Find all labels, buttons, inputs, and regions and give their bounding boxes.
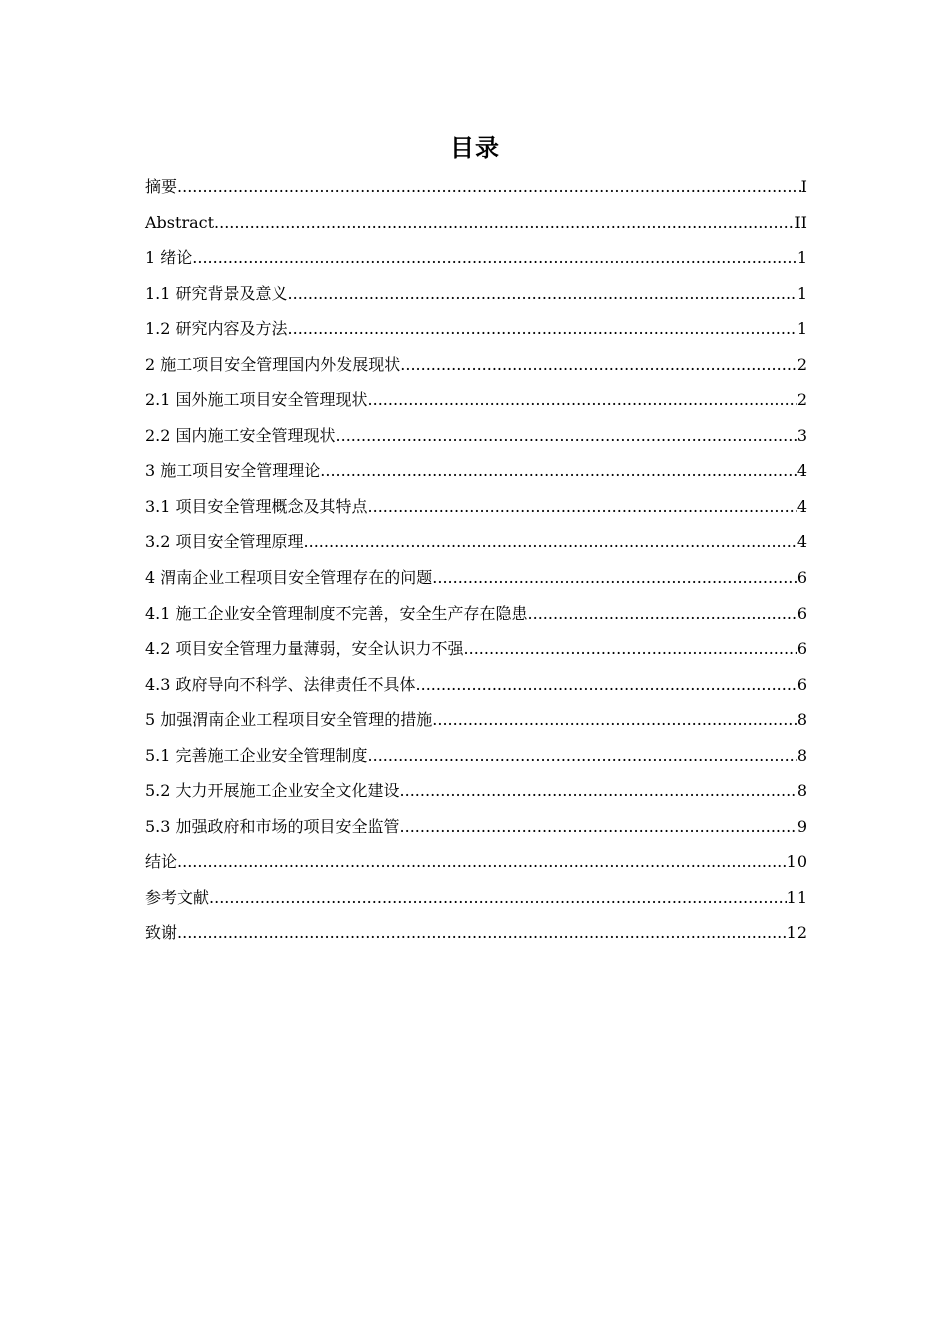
- toc-entry[interactable]: [145, 382, 807, 418]
- toc-leader-dots: [177, 915, 787, 951]
- toc-entry[interactable]: [145, 738, 807, 774]
- toc-entry-page: 1: [796, 248, 807, 268]
- toc-entry-page: 3: [796, 425, 807, 445]
- toc-entry-page: 1: [796, 283, 807, 303]
- toc-entry[interactable]: [145, 347, 807, 383]
- toc-entry-page: 6: [796, 639, 807, 659]
- toc-entry-text: 结论: [145, 852, 178, 872]
- toc-entry-text: 摘要: [145, 177, 178, 196]
- toc-leader-dots: [432, 702, 797, 738]
- toc-entry-page: 8: [796, 745, 807, 765]
- toc-entry-text: 参考文献: [145, 887, 210, 907]
- toc-entry-text: 2.2 国内施工安全管理现状: [145, 425, 336, 445]
- toc-entry-page: 4: [796, 532, 807, 552]
- toc-entry-text: 5.3 加强政府和市场的项目安全监管: [145, 816, 400, 836]
- toc-entry-page: II: [794, 212, 807, 232]
- toc-entry-page: 4: [796, 461, 807, 481]
- toc-entry[interactable]: [145, 809, 807, 845]
- toc-entry-text: 1.2 研究内容及方法: [145, 319, 288, 339]
- toc-title: 目录: [450, 134, 500, 162]
- toc-entry[interactable]: [145, 915, 807, 951]
- toc-leader-dots: [214, 205, 794, 241]
- toc-entry[interactable]: [145, 596, 807, 632]
- toc-leader-dots: [400, 347, 797, 383]
- toc-entry[interactable]: [145, 311, 807, 347]
- toc-entry-page: 6: [796, 568, 807, 588]
- toc-entry[interactable]: [145, 169, 807, 205]
- toc-entry[interactable]: [145, 453, 807, 489]
- toc-entry-page: 12: [786, 923, 807, 943]
- toc-entry-page: 11: [786, 887, 807, 907]
- toc-entry[interactable]: [145, 524, 807, 560]
- toc-entry-text: 2.1 国外施工项目安全管理现状: [145, 390, 368, 410]
- toc-entry-text: 4.3 政府导向不科学、法律责任不具体: [145, 674, 416, 694]
- toc-entry-page: 4: [796, 496, 807, 516]
- toc-entry[interactable]: [145, 631, 807, 667]
- toc-entry-text: 致谢: [145, 923, 178, 943]
- toc-entry-text: 4.2 项目安全管理力量薄弱，安全认识力不强: [145, 639, 464, 659]
- toc-entry-page: 1: [796, 319, 807, 339]
- toc-leader-dots: [368, 489, 797, 525]
- toc-leader-dots: [177, 169, 801, 205]
- toc-leader-dots: [368, 738, 797, 774]
- toc-leader-dots: [336, 418, 797, 454]
- toc-leader-dots: [304, 524, 797, 560]
- toc-entry-text: 1 绪论: [145, 248, 193, 268]
- toc-entry-text: 3.1 项目安全管理概念及其特点: [145, 496, 368, 516]
- toc-entry-text: 5.1 完善施工企业安全管理制度: [145, 745, 368, 765]
- toc-entry-page: I: [800, 177, 807, 196]
- toc-leader-dots: [177, 844, 787, 880]
- toc-leader-dots: [368, 382, 797, 418]
- toc-entry-text: 4.1 施工企业安全管理制度不完善，安全生产存在隐患: [145, 603, 528, 623]
- toc-leader-dots: [192, 240, 797, 276]
- toc-leader-dots: [288, 276, 797, 312]
- toc-entry-page: 2: [796, 390, 807, 410]
- toc-list: [145, 169, 807, 951]
- toc-entry[interactable]: [145, 489, 807, 525]
- toc-entry-text: 3.2 项目安全管理原理: [145, 532, 304, 552]
- toc-leader-dots: [464, 631, 797, 667]
- toc-leader-dots: [288, 311, 797, 347]
- toc-entry-page: 6: [796, 674, 807, 694]
- toc-entry-text: 4 渭南企业工程项目安全管理存在的问题: [145, 568, 433, 588]
- toc-entry-page: 6: [796, 603, 807, 623]
- toc-entry-page: 10: [786, 852, 807, 872]
- toc-entry[interactable]: [145, 418, 807, 454]
- toc-entry-text: 1.1 研究背景及意义: [145, 283, 288, 303]
- toc-entry-text: 3 施工项目安全管理理论: [145, 461, 321, 481]
- toc-leader-dots: [432, 560, 797, 596]
- toc-leader-dots: [416, 667, 797, 703]
- toc-entry[interactable]: [145, 240, 807, 276]
- toc-entry[interactable]: [145, 205, 807, 241]
- toc-leader-dots: [400, 809, 797, 845]
- toc-entry-page: 2: [796, 354, 807, 374]
- toc-entry-text: 5.2 大力开展施工企业安全文化建设: [145, 781, 400, 801]
- toc-entry-text: 5 加强渭南企业工程项目安全管理的措施: [145, 710, 433, 730]
- toc-entry[interactable]: [145, 702, 807, 738]
- toc-leader-dots: [400, 773, 797, 809]
- toc-entry[interactable]: [145, 880, 807, 916]
- toc-entry-page: 8: [796, 781, 807, 801]
- toc-entry-text: Abstract: [145, 212, 215, 232]
- toc-entry[interactable]: [145, 773, 807, 809]
- toc-entry-page: 9: [796, 816, 807, 836]
- toc-entry[interactable]: [145, 667, 807, 703]
- toc-entry-text: 2 施工项目安全管理国内外发展现状: [145, 354, 401, 374]
- toc-entry[interactable]: [145, 560, 807, 596]
- toc-entry-page: 8: [796, 710, 807, 730]
- toc-leader-dots: [528, 596, 797, 632]
- toc-leader-dots: [320, 453, 797, 489]
- toc-leader-dots: [209, 880, 787, 916]
- toc-entry[interactable]: [145, 844, 807, 880]
- toc-entry[interactable]: [145, 276, 807, 312]
